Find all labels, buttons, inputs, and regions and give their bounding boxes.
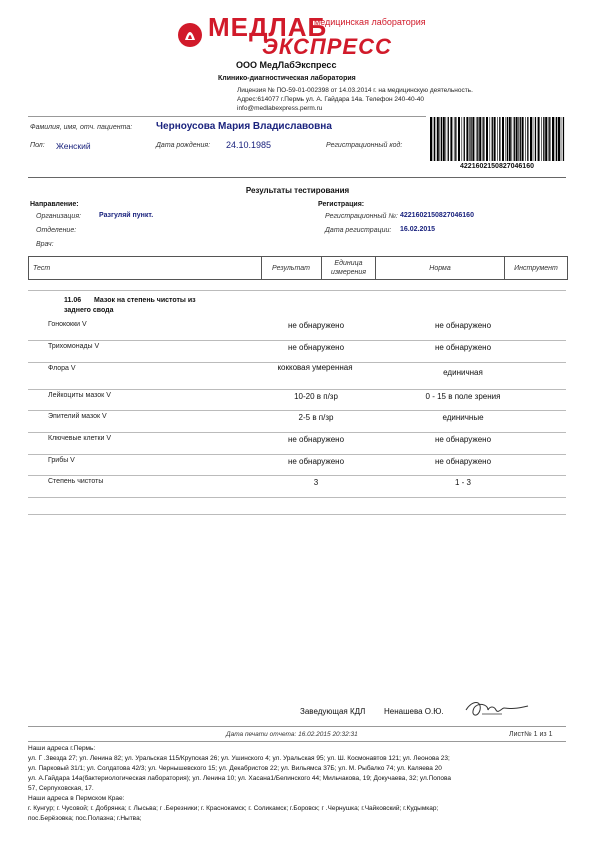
- addr-perm-2: ул. Парковый 31/1; ул. Солдатова 42/3; ул. Чернышевского 15; ул. Декабристов 22; ул. Вильямса 37Б; ул. М. Рыбалко 74; ул. Каляева 20: [28, 765, 442, 772]
- row-test-name: Флора V: [48, 365, 76, 372]
- row-result: не обнаружено: [287, 435, 345, 444]
- row-test-name: Степень чистоты: [48, 478, 104, 485]
- row-result: не обнаружено: [287, 321, 345, 330]
- addr-perm-4: 57, Серпуховская, 17.: [28, 785, 94, 792]
- address-text: Адрес:614077 г.Пермь ул. А. Гайдара 14а. Телефон 240-40-40: [237, 96, 425, 103]
- sex-value: Женский: [56, 141, 91, 151]
- addr-perm-1: ул. Г .Звезда 27; ул. Ленина 82; ул. Уральская 115/Крупская 26; ул. Ушинского 4; ул. Уральская 95; ул. Ш. Космонавтов 121; ул. Леонова 23;: [28, 755, 450, 762]
- brand-name-top: МЕДЛАБ: [208, 12, 328, 42]
- barcode-number: 4221602150827046160: [460, 163, 534, 170]
- section-code: 11.06: [64, 297, 82, 304]
- row-test-name: Грибы V: [48, 457, 75, 464]
- col-test: Тест: [29, 257, 262, 279]
- row-norm: 0 - 15 в поле зрения: [425, 392, 501, 401]
- row-norm: не обнаружено: [434, 435, 492, 444]
- email-text: info@medlabexpress.perm.ru: [237, 105, 323, 112]
- org-value: Разгуляй пункт.: [99, 212, 154, 219]
- page-number: Лист№ 1 из 1: [509, 731, 553, 738]
- row-result: 2-5 в п/зр: [298, 413, 334, 422]
- row-result: не обнаружено: [287, 343, 345, 352]
- sex-label: Пол:: [30, 142, 45, 149]
- head-name: Ненашева О.Ю.: [384, 707, 444, 716]
- section-name-2: заднего свода: [64, 307, 114, 314]
- barcode-image: [428, 117, 566, 161]
- patient-name-label: Фамилия, имя, отч. пациента:: [30, 124, 133, 131]
- table-row: [28, 389, 566, 411]
- row-result: 3: [313, 478, 319, 487]
- row-norm: единичные: [442, 413, 484, 422]
- reg-date-label: Дата регистрации:: [325, 227, 392, 234]
- table-row: [28, 454, 566, 476]
- reg-num-value: 4221602150827046160: [400, 212, 474, 219]
- table-row: [28, 410, 566, 433]
- regcode-label: Регистрационный код:: [326, 142, 403, 149]
- table-row: [28, 318, 566, 341]
- reg-date-value: 16.02.2015: [400, 226, 436, 233]
- signature-image: [462, 696, 530, 722]
- row-test-name: Ключевые клетки V: [48, 435, 112, 442]
- row-result: не обнаружено: [287, 457, 345, 466]
- row-norm: единичная: [443, 368, 483, 377]
- row-norm: 1 - 3: [454, 478, 471, 487]
- company-name: ООО МедЛабЭкспресс: [236, 60, 337, 70]
- doctor-label: Врач:: [36, 241, 54, 248]
- row-norm: не обнаружено: [434, 457, 492, 466]
- results-title: Результаты тестирования: [245, 186, 350, 195]
- addr-perm-title: Наши адреса г.Пермь:: [28, 745, 96, 752]
- brand-name-bottom: ЭКСПРЕСС: [262, 34, 392, 59]
- table-row: [28, 475, 566, 498]
- license-text: Лицензия № ПО-59-01-002398 от 14.03.2014 г. на медицинскую деятельность.: [237, 87, 473, 94]
- col-norm: Норма: [376, 257, 505, 279]
- row-result: кокковая умеренная: [277, 363, 353, 372]
- dob-label: Дата рождения:: [156, 142, 211, 149]
- reg-num-label: Регистрационный №:: [325, 213, 398, 220]
- registration-title: Регистрация:: [318, 201, 365, 208]
- addr-krai-1: г. Кунгур; г. Чусовой; г. Добрянка; г. Лысьва; г .Березники; г. Краснокамск; г. Соликамск; г.Боровск; г .Чернушка; г.Чайковский; г.Кудымкар;: [28, 805, 439, 812]
- addr-krai-title: Наши адреса в Пермском Крае:: [28, 795, 125, 802]
- col-instrument: Инструмент: [514, 264, 558, 272]
- row-test-name: Гонококки V: [48, 321, 87, 328]
- org-label: Организация:: [36, 213, 81, 220]
- addr-krai-2: пос.Берёзовка; пос.Полазна; г.Нытва;: [28, 815, 142, 822]
- row-norm: не обнаружено: [434, 321, 492, 330]
- results-table-header: [28, 256, 568, 280]
- table-row: [28, 432, 566, 455]
- patient-name: Черноусова Мария Владиславовна: [156, 121, 332, 132]
- brand-subtitle: медицинская лаборатория: [314, 17, 426, 27]
- addr-perm-3: ул. А.Гайдара 14а(бактериологическая лаборатория); ул. Ленина 10; ул. Хасана1/Белинского 44; Мильчакова, 19; Докучаева, 32; ул.Попова: [28, 775, 451, 782]
- lab-type: Клинико-диагностическая лаборатория: [218, 75, 356, 82]
- col-result: Результат: [261, 257, 322, 279]
- col-unit: Единица измерения: [322, 257, 376, 279]
- head-label: Заведующая КДЛ: [300, 707, 366, 716]
- referral-title: Направление:: [30, 201, 79, 208]
- row-norm: не обнаружено: [434, 343, 492, 352]
- section-name-1: Мазок на степень чистоты из: [94, 297, 196, 304]
- row-test-name: Лейкоциты мазок V: [48, 392, 111, 399]
- row-result: 10-20 в п/зр: [294, 392, 338, 401]
- row-test-name: Трихомонады V: [48, 343, 100, 350]
- table-row: [28, 362, 566, 390]
- brand-logo-icon: [176, 20, 204, 48]
- dept-label: Отделение:: [36, 227, 77, 234]
- table-row: [28, 340, 566, 363]
- row-test-name: Эпителий мазок V: [48, 413, 107, 420]
- dob-value: 24.10.1985: [226, 140, 272, 150]
- print-date: Дата печати отчета: 16.02.2015 20:32:31: [226, 731, 358, 738]
